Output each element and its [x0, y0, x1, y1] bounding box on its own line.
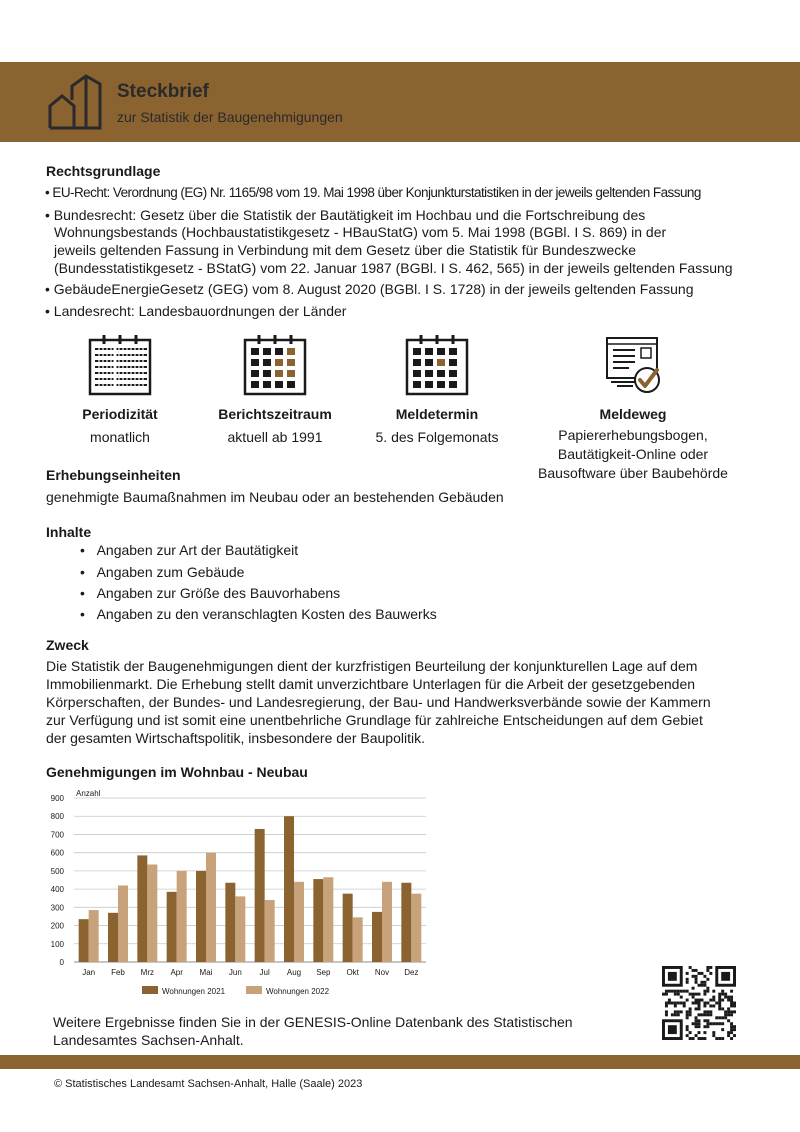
qr-module — [692, 1022, 695, 1025]
qr-module — [674, 990, 677, 993]
qr-module — [677, 993, 680, 996]
y-tick-label: 700 — [50, 830, 64, 840]
qr-code-icon[interactable] — [662, 966, 736, 1040]
qr-module — [686, 972, 689, 975]
qr-module — [730, 1025, 733, 1028]
qr-module — [683, 1004, 686, 1007]
legal-line: • Landesrecht: Landesbauordnungen der Länder — [45, 303, 347, 319]
legend-swatch — [246, 986, 262, 994]
qr-module — [718, 1004, 721, 1007]
qr-module — [683, 990, 686, 993]
qr-module — [727, 1031, 730, 1034]
qr-module — [715, 1002, 718, 1005]
qr-module — [721, 990, 724, 993]
fact-label: Meldeweg — [599, 406, 667, 422]
section-title-inhalte: Inhalte — [46, 524, 92, 540]
qr-module — [706, 1019, 709, 1022]
qr-module — [718, 1007, 721, 1010]
legend-label: Wohnungen 2021 — [162, 987, 226, 996]
qr-module — [730, 1037, 733, 1040]
qr-module — [698, 1002, 701, 1005]
qr-module — [718, 993, 721, 996]
qr-module — [715, 1037, 718, 1040]
bar-series-2 — [294, 882, 304, 962]
x-tick-label: Feb — [111, 968, 125, 977]
fact-meldetermin — [362, 334, 512, 447]
footer-band — [0, 1055, 800, 1069]
qr-module — [695, 1002, 698, 1005]
qr-module — [677, 1002, 680, 1005]
qr-module — [718, 996, 721, 999]
qr-module — [733, 1010, 736, 1013]
qr-module — [695, 1022, 698, 1025]
y-tick-label: 500 — [50, 866, 64, 876]
qr-module — [680, 996, 683, 999]
qr-module — [698, 1037, 701, 1040]
qr-module — [671, 1002, 674, 1005]
qr-module — [724, 996, 727, 999]
x-tick-label: Okt — [346, 968, 359, 977]
qr-module — [715, 1016, 718, 1019]
bar-series-2 — [118, 885, 128, 962]
list-item-text: Angaben zum Gebäude — [96, 564, 245, 580]
qr-module — [698, 972, 701, 975]
qr-module — [724, 993, 727, 996]
list-item: • Angaben zum Gebäude — [80, 564, 245, 580]
legal-line: jeweils geltenden Fassung in Verbindung mit dem Gesetz über die Statistik für Bundeszwecke — [54, 242, 637, 258]
chart-title: Genehmigungen im Wohnbau - Neubau — [46, 764, 308, 780]
bar-series-1 — [167, 892, 177, 962]
qr-module — [689, 993, 692, 996]
x-tick-label: Dez — [404, 968, 419, 977]
bar-series-2 — [353, 917, 363, 962]
qr-module — [686, 981, 689, 984]
fact-value: monatlich — [90, 429, 150, 445]
qr-module — [703, 993, 706, 996]
legal-line: Wohnungsbestands (Hochbaustatistikgesetz - HBauStatG) vom 5. Mai 1998 (BGBl. I S. 869) in der — [54, 224, 667, 240]
x-tick-label: Aug — [286, 968, 302, 977]
qr-module — [709, 999, 712, 1002]
qr-module — [703, 1002, 706, 1005]
legal-line: • GebäudeEnergieGesetz (GEG) vom 8. August 2020 (BGBl. I S. 1728) in der jeweils geltenden Fassung — [45, 281, 694, 297]
qr-module — [674, 1002, 677, 1005]
fact-label: Berichtszeitraum — [218, 406, 332, 422]
y-tick-label: 600 — [50, 848, 64, 858]
qr-module — [703, 1019, 706, 1022]
qr-module — [700, 972, 703, 975]
qr-module — [698, 1019, 701, 1022]
qr-module — [692, 993, 695, 996]
bar-series-2 — [206, 853, 216, 962]
qr-module — [709, 1022, 712, 1025]
qr-module — [706, 987, 709, 990]
bar-series-2 — [411, 894, 421, 962]
bar-series-1 — [225, 883, 235, 962]
qr-module — [733, 1025, 736, 1028]
qr-module — [703, 1013, 706, 1016]
bar-series-1 — [401, 883, 411, 962]
qr-module — [674, 1004, 677, 1007]
qr-module — [695, 1025, 698, 1028]
fact-value-line: Papiererhebungsbogen, — [558, 427, 708, 443]
qr-module — [730, 1013, 733, 1016]
qr-module — [703, 1025, 706, 1028]
bar-series-1 — [108, 913, 118, 962]
qr-module — [698, 1013, 701, 1016]
qr-module — [692, 1037, 695, 1040]
qr-module — [695, 981, 698, 984]
legend-label: Wohnungen 2022 — [266, 987, 330, 996]
qr-module — [730, 1022, 733, 1025]
qr-module — [686, 1034, 689, 1037]
qr-module — [727, 996, 730, 999]
bar-series-2 — [235, 896, 245, 962]
qr-module — [718, 1037, 721, 1040]
qr-module — [689, 966, 692, 969]
x-tick-label: Jun — [228, 968, 242, 977]
qr-module — [695, 999, 698, 1002]
qr-module — [686, 1025, 689, 1028]
qr-module — [703, 1031, 706, 1034]
qr-module — [718, 1022, 721, 1025]
qr-module — [698, 1022, 701, 1025]
qr-module — [680, 990, 683, 993]
qr-module — [709, 1013, 712, 1016]
legend-swatch — [142, 986, 158, 994]
qr-module — [712, 1022, 715, 1025]
qr-module — [700, 1013, 703, 1016]
list-item: • Angaben zur Größe des Bauvorhabens — [80, 585, 341, 601]
zweck-line: der gesamten Wirtschaftspolitik, insbesondere der Baupolitik. — [46, 730, 425, 746]
qr-module — [703, 984, 706, 987]
qr-module — [721, 993, 724, 996]
qr-module — [665, 1002, 668, 1005]
qr-module — [709, 966, 712, 969]
qr-module — [709, 1010, 712, 1013]
qr-module — [718, 1002, 721, 1005]
fact-label: Meldetermin — [395, 406, 479, 422]
qr-module — [662, 993, 665, 996]
qr-module — [695, 969, 698, 972]
qr-module — [703, 1010, 706, 1013]
qr-module — [698, 1007, 701, 1010]
x-tick-label: Mai — [199, 968, 213, 977]
qr-module — [700, 981, 703, 984]
qr-module — [730, 990, 733, 993]
x-tick-label: Nov — [374, 968, 390, 977]
qr-module — [733, 1002, 736, 1005]
qr-module — [689, 1031, 692, 1034]
qr-module — [698, 984, 701, 987]
qr-module — [698, 993, 701, 996]
fact-periodizitaet — [60, 334, 180, 447]
qr-module — [703, 990, 706, 993]
qr-module — [677, 1013, 680, 1016]
fact-berichtszeitraum — [205, 334, 345, 447]
calendar-range-icon — [243, 334, 307, 396]
house-logo-icon — [46, 72, 104, 132]
weitere-line: Landesamtes Sachsen-Anhalt. — [53, 1032, 244, 1048]
qr-module — [698, 999, 701, 1002]
qr-module — [706, 1002, 709, 1005]
qr-module — [703, 1004, 706, 1007]
legal-line: • Bundesrecht: Gesetz über die Statistik der Bautätigkeit im Hochbau und die Fortschreibung des — [45, 207, 646, 223]
list-item: • Angaben zu den veranschlagten Kosten des Bauwerks — [80, 606, 437, 622]
fact-value: aktuell ab 1991 — [227, 429, 323, 445]
qr-module — [665, 990, 668, 993]
y-tick-label: 800 — [50, 812, 64, 822]
bar-series-2 — [89, 910, 99, 962]
legal-line: • EU-Recht: Verordnung (EG) Nr. 1165/98 vom 19. Mai 1998 über Konjunkturstatistiken in der jeweils geltenden Fassung — [45, 185, 701, 200]
qr-module — [706, 1013, 709, 1016]
qr-module — [733, 1004, 736, 1007]
qr-module — [700, 1037, 703, 1040]
qr-module — [724, 1016, 727, 1019]
qr-module — [730, 1002, 733, 1005]
qr-module — [686, 1010, 689, 1013]
qr-module — [686, 1013, 689, 1016]
qr-module — [674, 1013, 677, 1016]
qr-module — [706, 966, 709, 969]
qr-module — [695, 975, 698, 978]
qr-module — [727, 1019, 730, 1022]
qr-module — [700, 984, 703, 987]
y-tick-label: 100 — [50, 939, 64, 949]
fact-value-line: Bautätigkeit-Online oder — [557, 446, 709, 462]
qr-module — [730, 1028, 733, 1031]
fact-label: Periodizität — [82, 406, 158, 422]
y-tick-label: 400 — [50, 885, 64, 895]
qr-module — [695, 993, 698, 996]
qr-module — [665, 1013, 668, 1016]
qr-module — [706, 1022, 709, 1025]
qr-module — [706, 1010, 709, 1013]
section-title-zweck: Zweck — [46, 637, 89, 653]
qr-module — [721, 1022, 724, 1025]
bar-series-2 — [147, 865, 157, 962]
list-item: • Angaben zur Art der Bautätigkeit — [80, 542, 299, 558]
section-title-erhebungseinheiten: Erhebungseinheiten — [46, 467, 181, 483]
qr-module — [680, 1002, 683, 1005]
qr-module — [712, 1004, 715, 1007]
zweck-line: Körperschaften, der Bundes- und Landesregierung, der Bau- und Handwerksverbände sowie der Kammern — [46, 694, 711, 710]
bar-series-1 — [79, 919, 89, 962]
weitere-line: Weitere Ergebnisse finden Sie in der GENESIS-Online Datenbank des Statistischen — [53, 1014, 573, 1030]
qr-module — [692, 969, 695, 972]
qr-module — [721, 1037, 724, 1040]
section-title-rechtsgrundlage: Rechtsgrundlage — [46, 163, 161, 179]
bar-series-2 — [265, 900, 275, 962]
qr-module — [692, 1002, 695, 1005]
qr-module — [700, 999, 703, 1002]
qr-module — [721, 1028, 724, 1031]
bar-series-1 — [372, 912, 382, 962]
qr-module — [698, 1031, 701, 1034]
qr-module — [730, 1031, 733, 1034]
qr-module — [727, 1034, 730, 1037]
qr-module — [709, 1004, 712, 1007]
qr-module — [695, 978, 698, 981]
x-tick-label: Sep — [316, 968, 331, 977]
qr-module — [706, 969, 709, 972]
erhebungseinheiten-text: genehmigte Baumaßnahmen im Neubau oder an bestehenden Gebäuden — [46, 489, 504, 505]
list-item-text: Angaben zur Größe des Bauvorhabens — [96, 585, 341, 601]
bar-chart — [36, 786, 436, 1002]
qr-module — [671, 1013, 674, 1016]
qr-module — [668, 1002, 671, 1005]
zweck-line: zur Verfügung und ist somit eine unentbehrliche Grundlage für zahlreiche Entscheidungen auf dem Gebiet — [46, 712, 703, 728]
qr-module — [721, 972, 730, 981]
qr-module — [665, 993, 668, 996]
zweck-line: Immobilienmarkt. Die Erhebung stellt damit unverzichtbare Unterlagen für die Arbeit der gesetzgebenden — [46, 676, 696, 692]
qr-module — [695, 1016, 698, 1019]
qr-module — [683, 1002, 686, 1005]
x-tick-label: Apr — [170, 968, 183, 977]
qr-module — [692, 996, 695, 999]
qr-module — [692, 987, 695, 990]
qr-module — [727, 999, 730, 1002]
qr-module — [715, 1022, 718, 1025]
qr-module — [733, 1028, 736, 1031]
qr-module — [689, 1010, 692, 1013]
bar-series-1 — [284, 816, 294, 962]
qr-module — [698, 1004, 701, 1007]
qr-module — [686, 1016, 689, 1019]
qr-module — [730, 996, 733, 999]
qr-module — [689, 1007, 692, 1010]
qr-module — [718, 999, 721, 1002]
bar-series-1 — [343, 894, 353, 962]
qr-module — [695, 1007, 698, 1010]
qr-module — [733, 1034, 736, 1037]
y-tick-label: 0 — [59, 958, 64, 967]
x-tick-label: Jul — [259, 968, 270, 977]
bar-series-1 — [313, 879, 323, 962]
qr-module — [686, 990, 689, 993]
bar-series-2 — [177, 871, 187, 962]
bar-series-2 — [382, 882, 392, 962]
calendar-icon — [88, 334, 152, 396]
fact-meldeweg — [528, 334, 738, 483]
y-tick-label: 200 — [50, 921, 64, 931]
qr-module — [698, 1025, 701, 1028]
qr-module — [677, 1010, 680, 1013]
qr-module — [695, 1034, 698, 1037]
bar-series-2 — [323, 877, 333, 962]
qr-module — [686, 999, 689, 1002]
qr-module — [727, 1013, 730, 1016]
qr-module — [706, 990, 709, 993]
y-axis-label: Anzahl — [76, 789, 101, 798]
bar-series-1 — [137, 855, 147, 962]
qr-module — [721, 1007, 724, 1010]
fact-value-line: Bausoftware über Baubehörde — [538, 465, 728, 481]
qr-module — [689, 1037, 692, 1040]
qr-module — [668, 1025, 677, 1034]
list-item-text: Angaben zu den veranschlagten Kosten des Bauwerks — [96, 606, 437, 622]
qr-module — [677, 990, 680, 993]
qr-module — [712, 1034, 715, 1037]
qr-module — [718, 1016, 721, 1019]
qr-module — [668, 990, 671, 993]
qr-module — [712, 999, 715, 1002]
qr-module — [686, 978, 689, 981]
calendar-deadline-icon — [405, 334, 469, 396]
qr-module — [712, 996, 715, 999]
x-tick-label: Jan — [82, 968, 96, 977]
qr-module — [727, 1010, 730, 1013]
fact-value: 5. des Folgemonats — [375, 429, 499, 445]
qr-module — [706, 978, 709, 981]
qr-module — [703, 981, 706, 984]
qr-module — [730, 999, 733, 1002]
qr-module — [689, 1013, 692, 1016]
qr-module — [671, 990, 674, 993]
zweck-line: Die Statistik der Baugenehmigungen dient der kurzfristigen Beurteilung der konjunkturellen Lage auf dem — [46, 658, 698, 674]
qr-module — [721, 1016, 724, 1019]
fact-value-lines — [528, 426, 738, 483]
qr-module — [712, 1031, 715, 1034]
qr-module — [703, 1037, 706, 1040]
qr-module — [668, 972, 677, 981]
copyright-text: © Statistisches Landesamt Sachsen-Anhalt, Halle (Saale) 2023 — [54, 1078, 363, 1090]
page-subtitle: zur Statistik der Baugenehmigungen — [117, 109, 343, 125]
qr-module — [730, 1010, 733, 1013]
qr-module — [709, 972, 712, 975]
form-checkmark-icon — [601, 334, 665, 396]
qr-module — [706, 1025, 709, 1028]
qr-module — [665, 1010, 668, 1013]
legal-line: (Bundesstatistikgesetz - BStatG) vom 22. Januar 1987 (BGBl. I S. 462, 565) in der jeweils geltenden Fassung — [54, 260, 733, 276]
qr-module — [712, 990, 715, 993]
x-tick-label: Mrz — [140, 968, 154, 977]
qr-module — [724, 1013, 727, 1016]
qr-module — [692, 975, 695, 978]
page-title: Steckbrief — [117, 81, 209, 102]
qr-module — [686, 1028, 689, 1031]
qr-module — [703, 975, 706, 978]
bar-series-1 — [196, 871, 206, 962]
qr-module — [665, 1004, 668, 1007]
qr-module — [680, 1010, 683, 1013]
qr-module — [674, 993, 677, 996]
qr-module — [724, 1010, 727, 1013]
qr-module — [721, 999, 724, 1002]
qr-module — [727, 1007, 730, 1010]
bar-series-1 — [255, 829, 265, 962]
qr-module — [674, 1010, 677, 1013]
y-tick-label: 300 — [50, 903, 64, 913]
qr-module — [695, 1019, 698, 1022]
qr-module — [668, 999, 671, 1002]
list-item-text: Angaben zur Art der Bautätigkeit — [96, 542, 299, 558]
qr-module — [730, 1004, 733, 1007]
y-tick-label: 900 — [50, 794, 64, 803]
